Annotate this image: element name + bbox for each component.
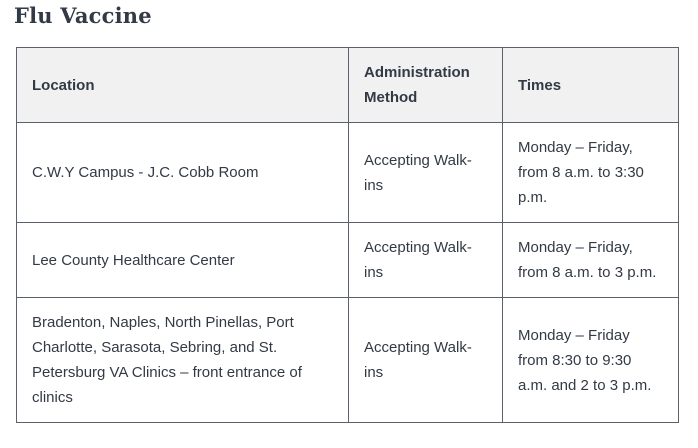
table-header-row [17,48,679,123]
times-cell: Monday – Friday, from 8 a.m. to 3:30 p.m. [503,123,679,223]
table-row [17,223,679,298]
location-cell: C.W.Y Campus - J.C. Cobb Room [17,123,349,223]
administration-method-cell: Accepting Walk-ins [349,123,503,223]
table-row [17,298,679,423]
column-header-administration-method: Administration Method [349,48,503,123]
administration-method-cell: Accepting Walk-ins [349,223,503,298]
location-cell: Lee County Healthcare Center [17,223,349,298]
page [0,3,698,448]
location-cell: Bradenton, Naples, North Pinellas, Port Charlotte, Sarasota, Sebring, and St. Petersburg VA Clinics – front entrance of clinics [17,298,349,423]
flu-vaccine-table [16,47,679,423]
administration-method-cell: Accepting Walk-ins [349,298,503,423]
table-row [17,123,679,223]
times-cell: Monday – Friday from 8:30 to 9:30 a.m. and 2 to 3 p.m. [503,298,679,423]
times-cell: Monday – Friday, from 8 a.m. to 3 p.m. [503,223,679,298]
column-header-times: Times [503,48,679,123]
column-header-location: Location [17,48,349,123]
page-title: Flu Vaccine [14,3,152,28]
